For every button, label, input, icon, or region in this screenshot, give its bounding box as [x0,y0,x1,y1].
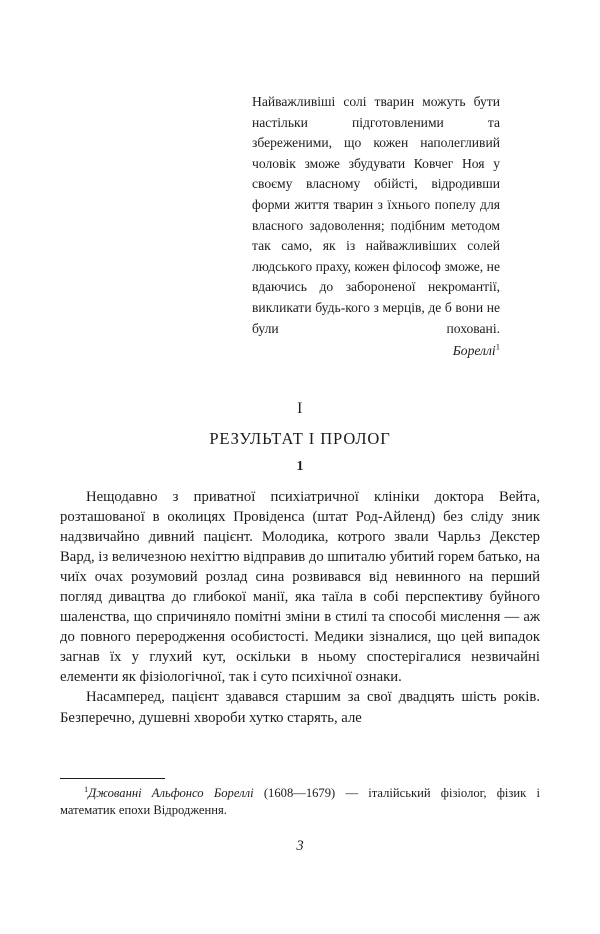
footnote-separator-rule [60,778,165,779]
epigraph-footnote-marker: 1 [495,341,500,352]
section-number: 1 [296,459,304,474]
footnote-block [60,778,540,820]
epigraph-text: Найважливіші солі тварин можуть бути настільки підготовленими та збереженими, що кожен наполегливий чоловік зможе збудувати Ковчег Ноя у своєму власному обійсті, відродивши форми життя тварин з їхнього попелу для власного задоволення; подібним методом так само, як із найважливіших солей людського праху, кожен філософ зможе, не вдаючись до забороненої некромантії, викликати будь-кого з мерців, де б вони не були поховані. [252,94,500,336]
chapter-title: РЕЗУЛЬТАТ І ПРОЛОГ [209,429,391,448]
chapter-heading [0,399,600,450]
footnote-marker: 1 [84,784,89,794]
footnote-text [60,785,540,820]
chapter-numeral: I [297,400,303,417]
epigraph-attribution [252,341,500,362]
body-paragraph: Нещодавно з приватної психіатричної клініки доктора Вейта, розташованої в околицях Провіденса (штат Род-Айленд) без сліду зник надзвичайно дивний пацієнт. Молодика, котрого звали Чарльз Декстер Вард, із величезною нехіттю відправив до шпиталю убитий горем батько, на чиїх очах розумовий розлад сина розвивався від невинного на перший погляд дивацтва до глибокої манії, яка таїла в собі перспективу буйного шаленства, що спричиняло помітні зміни в стилі та способі мислення — аж до повного переродження особистості. Медики зізналися, що цей випадок загнав їх у глухий кут, оскільки в ньому спостерігалися незвичайні елементи як фізіологічної, так і суто психічної ознаки. [60,489,540,686]
body-paragraph: Насамперед, пацієнт здавався старшим за свої двадцять шість років. Безперечно, душевні хвороби хутко старять, але [60,689,540,726]
page-number: 3 [296,838,304,854]
body-text-block [60,487,540,728]
epigraph-attribution-name: Бореллі [452,343,496,359]
epigraph-block [252,92,500,362]
footnote-description: (1608—1679) — італійський фізіолог, фізик і математик епохи Відродження. [60,786,540,818]
footnote-person-name: Джованні Альфонсо Бореллі [88,786,254,800]
